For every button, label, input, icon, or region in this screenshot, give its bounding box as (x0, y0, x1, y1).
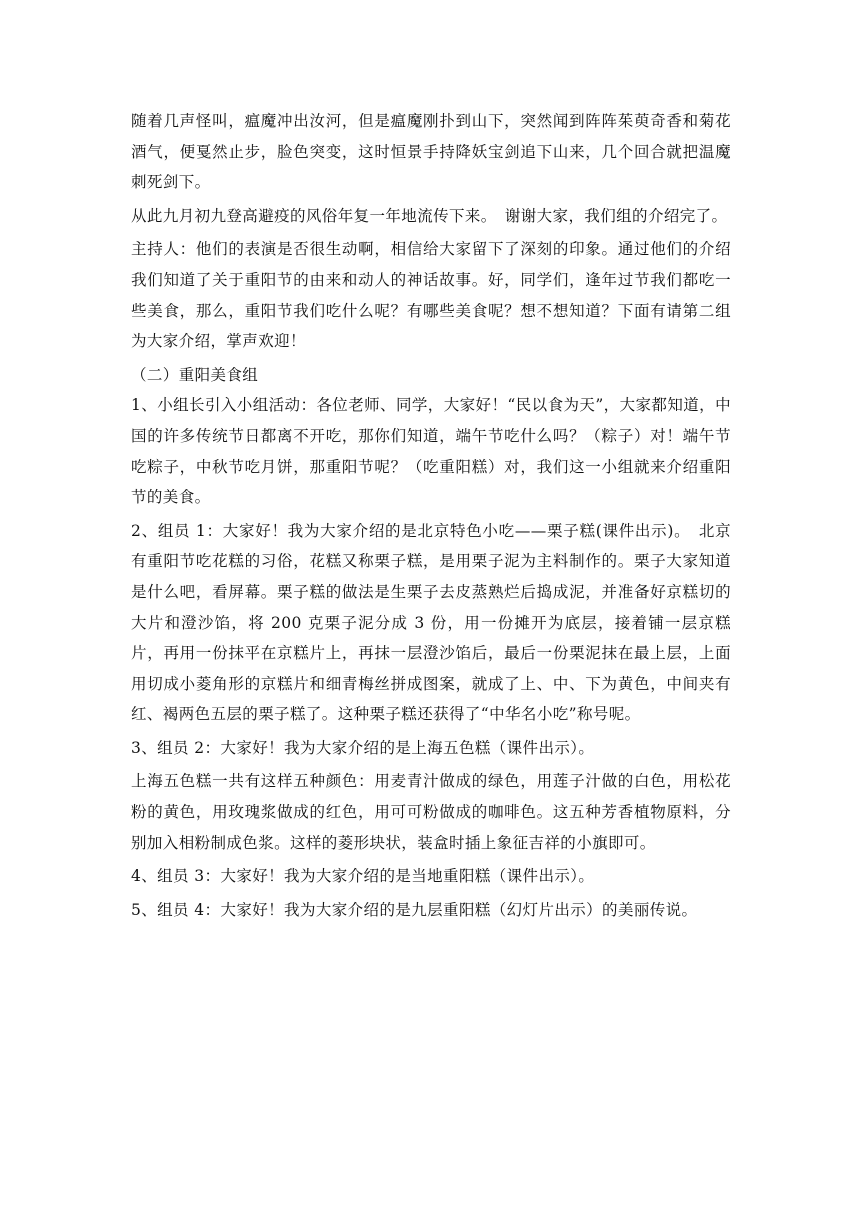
paragraph-member1-chestnut-cake: 2、组员 1：大家好！我为大家介绍的是北京特色小吃——栗子糕(课件出示)。 北京有重阳节吃花糕的习俗，花糕又称栗子糕，是用栗子泥为主料制作的。栗子大家知道是什么吧，看屏幕。栗子糕的做法是生栗子去皮蒸熟烂后捣成泥，并准备好京糕切的大片和澄沙馅，将 200 克栗子泥分成 3 份，用一份摊开为底层，接着铺一层京糕片，再用一份抹平在京糕片上，再抹一层澄沙馅后，最后一份栗泥抹在最上层，上面用切成小菱角形的京糕片和细青梅丝拼成图案，就成了上、中、下为黄色，中间夹有红、褐两色五层的栗子糕了。这种栗子糕还获得了“中华名小吃”称号呢。 (131, 521, 731, 724)
paragraph-member2-intro: 3、组员 2：大家好！我为大家介绍的是上海五色糕（课件出示）。 (131, 738, 595, 757)
document-body (131, 106, 731, 928)
paragraph-group-leader-intro: 1、小组长引入小组活动：各位老师、同学，大家好！“民以食为天”，大家都知道，中国的许多传统节日都离不开吃，那你们知道，端午节吃什么吗？（粽子）对！端午节吃粽子，中秋节吃月饼，那重阳节呢？（吃重阳糕）对，我们这一小组就来介绍重阳节的美食。 (131, 396, 731, 507)
paragraph-member3-intro: 4、组员 3：大家好！我为大家介绍的是当地重阳糕（课件出示）。 (131, 867, 595, 886)
paragraph-legend-end: 随着几声怪叫，瘟魔冲出汝河，但是瘟魔刚扑到山下，突然闻到阵阵茱萸奇香和菊花酒气，便戛然止步，脸色突变，这时恒景手持降妖宝剑追下山来，几个回合就把温魔刺死剑下。 (131, 112, 731, 192)
paragraph-member4-intro: 5、组员 4：大家好！我为大家介绍的是九层重阳糕（幻灯片出示）的美丽传说。 (131, 900, 698, 919)
section-heading-food-group: （二）重阳美食组 (131, 365, 259, 384)
paragraph-five-color-cake: 上海五色糕一共有这样五种颜色：用麦青汁做成的绿色，用莲子汁做的白色，用松花粉的黄色，用玫瑰浆做成的红色，用可可粉做成的咖啡色。这五种芳香植物原料，分别加入相粉制成色浆。这样的菱形块状，装盒时插上象征吉祥的小旗即可。 (131, 772, 731, 852)
paragraph-host-transition: 主持人：他们的表演是否很生动啊，相信给大家留下了深刻的印象。通过他们的介绍我们知道了关于重阳节的由来和动人的神话故事。好，同学们，逢年过节我们都吃一些美食，那么，重阳节我们吃什么呢？有哪些美食呢？想不想知道？下面有请第二组为大家介绍，掌声欢迎！ (131, 240, 731, 351)
paragraph-custom-origin: 从此九月初九登高避疫的风俗年复一年地流传下来。 谢谢大家，我们组的介绍完了。 (131, 206, 728, 225)
